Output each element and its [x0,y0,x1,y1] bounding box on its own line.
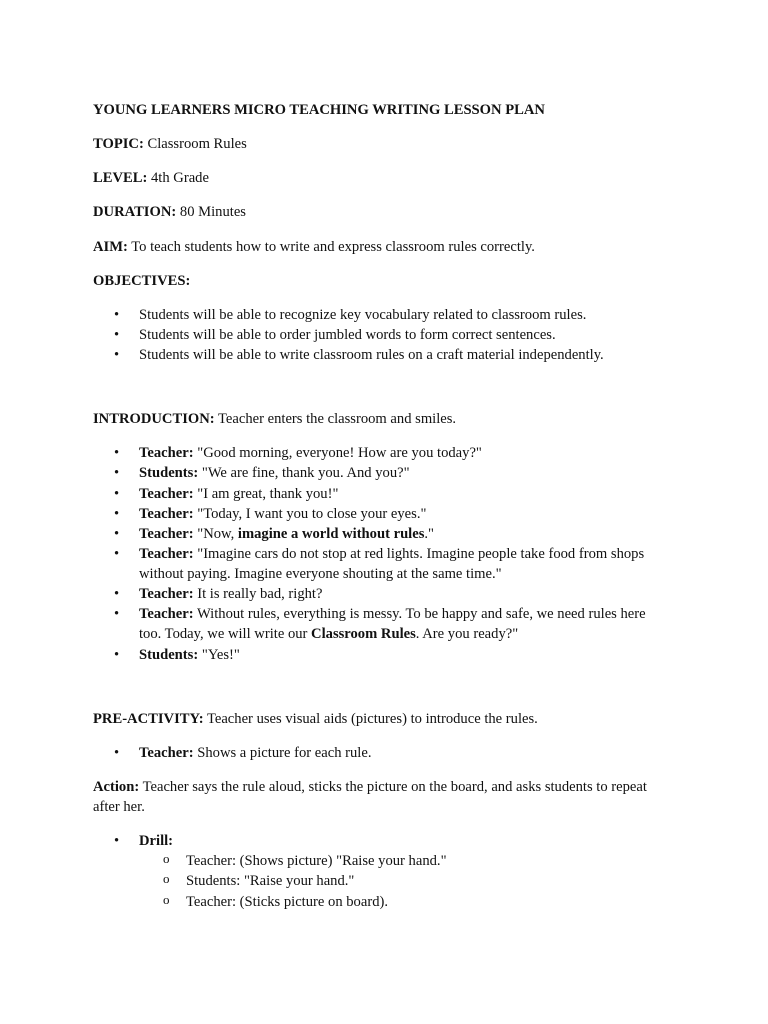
dialogue-text: It is really bad, right? [197,586,323,603]
list-item [93,743,668,763]
level-value: 4th Grade [151,170,209,187]
drill-steps [139,851,668,911]
dialogue-text: "I am great, thank you!" [197,485,339,502]
speaker: Teacher: [139,445,194,462]
topic-label: TOPIC: [93,136,144,153]
action-line [93,777,668,817]
list-item: • Students will be able to order jumbled words to form correct sentences. [93,325,668,345]
dialogue-text: "We are fine, thank you. And you?" [201,465,410,482]
dialogue-item [93,544,668,584]
duration-value: 80 Minutes [179,204,246,221]
dialogue-emphasis: imagine a world without rules [237,525,425,542]
lesson-plan-title: YOUNG LEARNERS MICRO TEACHING WRITING LESSON PLAN [93,102,545,118]
drill-step: o Teacher: (Sticks picture on board). [139,892,668,912]
dialogue-text-end: . Are you ready?" [415,626,519,643]
dialogue-text: "Yes!" [201,646,240,663]
aim-label: AIM: [93,238,128,255]
pre-activity-list [93,743,668,763]
introduction-line [93,409,668,429]
dialogue-item [93,604,668,644]
action-value: Teacher says the rule aloud, sticks the picture on the board, and asks students to repeat after her. [93,778,647,815]
speaker: Teacher: [139,505,194,522]
dialogue-text: "Now, [197,525,238,542]
dialogue-text: "Good morning, everyone! How are you today?" [197,445,482,462]
list-item [93,831,668,912]
dialogue-text: "Imagine cars do not stop at red lights. Imagine people take food from shops without paying. Imagine everyone shouting at the same time." [139,545,645,582]
speaker: Teacher: [139,485,194,502]
drill-label: Drill: [139,833,174,850]
level-label: LEVEL: [93,170,148,187]
introduction-value: Teacher enters the classroom and smiles. [218,411,457,428]
dialogue-item [93,443,668,463]
dialogue-item [93,504,668,524]
speaker: Teacher: [139,744,194,761]
dialogue-item [93,524,668,544]
dialogue-text: "Today, I want you to close your eyes." [197,505,427,522]
dialogue-text: Without rules, everything is messy. To be happy and safe, we need rules here too. Today, we will write our [139,606,646,643]
speaker: Teacher: [139,545,194,562]
duration-line [93,202,668,222]
list-item: • Students will be able to write classroom rules on a craft material independently. [93,345,668,365]
action-label: Action: [93,778,140,795]
dialogue-item [93,584,668,604]
dialogue-item [93,463,668,483]
objectives-list [93,305,668,365]
dialogue-item [93,645,668,665]
dialogue-emphasis: Classroom Rules [311,626,416,643]
speaker: Teacher: [139,525,194,542]
speaker: Teacher: [139,606,194,623]
aim-value: To teach students how to write and express classroom rules correctly. [131,238,535,255]
speaker: Teacher: [139,586,194,603]
spacer [93,379,668,409]
pre-activity-line [93,709,668,729]
drill-step: o Students: "Raise your hand." [139,871,668,891]
drill-step: o Teacher: (Shows picture) "Raise your hand." [139,851,668,871]
speaker: Students: [139,646,199,663]
spacer [93,679,668,709]
introduction-dialogue [93,443,668,664]
level-line [93,168,668,188]
topic-value: Classroom Rules [147,136,247,153]
dialogue-item [93,484,668,504]
duration-label: DURATION: [93,204,177,221]
list-item: • Students will be able to recognize key vocabulary related to classroom rules. [93,305,668,325]
aim-line [93,237,668,257]
dialogue-text-end: ." [424,525,435,542]
introduction-label: INTRODUCTION: [93,411,215,428]
drill-list [93,831,668,912]
objectives-heading: OBJECTIVES: [93,272,191,289]
speaker: Students: [139,465,199,482]
list-item-text: Shows a picture for each rule. [197,744,372,761]
pre-activity-label: PRE-ACTIVITY: [93,710,204,727]
topic-line [93,134,668,154]
pre-activity-value: Teacher uses visual aids (pictures) to introduce the rules. [206,710,538,727]
